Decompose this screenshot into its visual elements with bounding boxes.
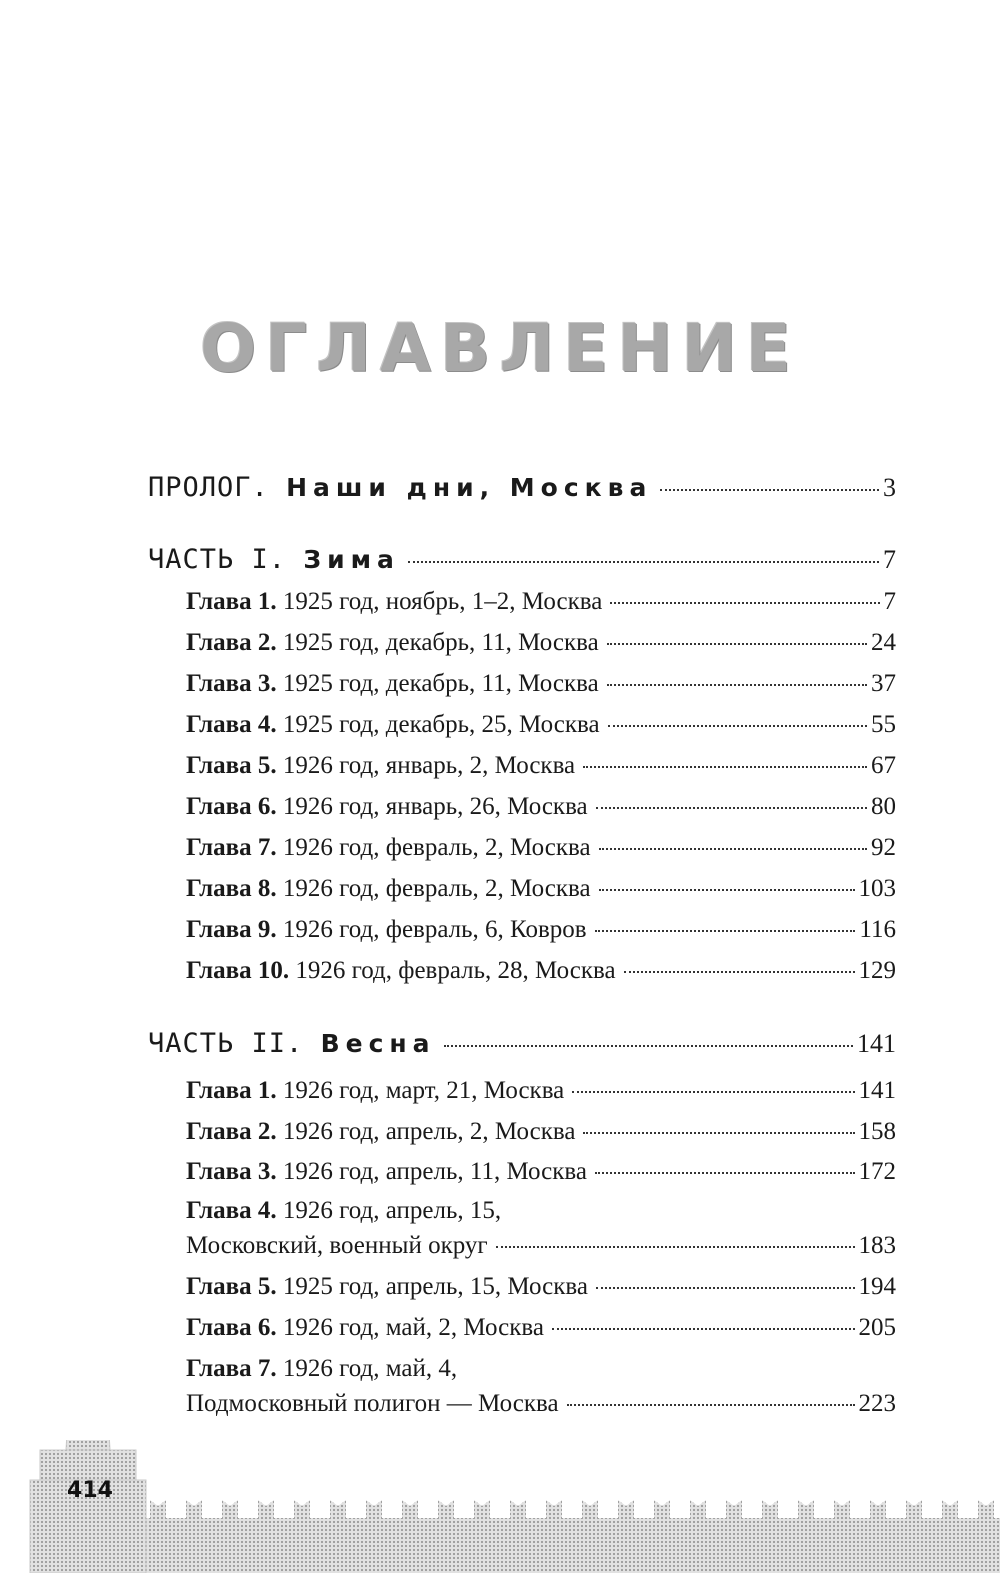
chapter-title: 1926 год, февраль, 2, Москва [282,834,591,861]
toc-entry-chapter[interactable] [186,1077,896,1105]
kremlin-wall-decoration [0,1440,1000,1573]
page-ref: 129 [858,957,896,984]
chapter-label: Глава 3. [186,670,277,697]
toc-entry-chapter[interactable] [186,834,896,862]
chapter-title: 1925 год, апрель, 15, Москва [282,1273,588,1300]
part-label: ЧАСТЬ II. [148,1028,304,1059]
toc-entry-chapter[interactable] [186,711,896,739]
chapter-title: 1926 год, февраль, 28, Москва [295,957,616,984]
chapter-label: Глава 4. [186,1197,277,1224]
dot-leader [595,929,856,932]
chapter-title: 1926 год, январь, 26, Москва [282,793,588,820]
chapter-title: 1926 год, март, 21, Москва [282,1077,565,1104]
dot-leader [595,1171,855,1174]
dot-leader [583,765,867,768]
chapter-label: Глава 6. [186,793,277,820]
page-ref: 223 [858,1390,896,1417]
dot-leader [408,560,879,563]
page-ref: 158 [858,1118,896,1145]
dot-leader [596,806,867,809]
part-title: Весна [320,1029,436,1058]
prologue-label: ПРОЛОГ. [148,472,269,503]
dot-leader [607,683,867,686]
chapter-title: 1926 год, апрель, 15, [282,1197,502,1224]
chapter-label: Глава 1. [186,1077,277,1104]
toc-entry-chapter[interactable] [186,588,896,616]
wall-band [120,1518,1000,1573]
page-ref: 172 [858,1158,896,1185]
chapter-label: Глава 5. [186,752,277,779]
chapter-title: 1926 год, апрель, 11, Москва [282,1158,587,1185]
page-ref: 103 [858,875,896,902]
dot-leader [610,601,879,604]
page-ref: 7 [883,545,896,574]
toc-entry-chapter[interactable] [186,1314,896,1342]
page-ref: 80 [871,793,896,820]
chapter-title: 1925 год, ноябрь, 1–2, Москва [282,588,603,615]
page-title: ОГЛАВЛЕНИЕ [200,310,800,387]
part-title: Зима [303,545,400,574]
page-ref: 141 [858,1077,896,1104]
chapter-label: Глава 8. [186,875,277,902]
toc-entry-chapter[interactable] [186,1118,896,1146]
toc-entry-chapter[interactable] [186,1158,896,1186]
part-label: ЧАСТЬ I. [148,544,287,575]
page-ref: 205 [858,1314,896,1341]
dot-leader [552,1327,855,1330]
wall-merlons [150,1500,994,1518]
page-ref: 194 [858,1273,896,1300]
page-ref: 92 [871,834,896,861]
page-number: 414 [67,1477,113,1503]
chapter-title: 1926 год, апрель, 2, Москва [282,1118,576,1145]
chapter-title: 1925 год, декабрь, 25, Москва [282,711,600,738]
chapter-title: 1926 год, февраль, 6, Ковров [282,916,587,943]
page-ref: 37 [871,670,896,697]
dot-leader [596,1286,855,1289]
toc-entry-chapter[interactable] [186,670,896,698]
dot-leader [624,970,855,973]
page-ref: 24 [871,629,896,656]
chapter-label: Глава 3. [186,1158,277,1185]
chapter-label: Глава 10. [186,957,290,984]
toc-entry-chapter[interactable] [186,1232,896,1260]
page-ref: 141 [857,1029,896,1058]
chapter-title: 1926 год, май, 4, [282,1355,458,1382]
page-ref: 55 [871,711,896,738]
chapter-title: 1926 год, май, 2, Москва [282,1314,544,1341]
chapter-title-line2: Подмосковный полигон — Москва [186,1390,559,1417]
toc-entry-chapter[interactable] [186,957,896,985]
chapter-title-line1 [186,1197,501,1225]
chapter-label: Глава 2. [186,1118,277,1145]
chapter-label: Глава 9. [186,916,277,943]
chapter-label: Глава 2. [186,629,277,656]
toc-entry-part-1[interactable] [148,544,896,575]
dot-leader [444,1044,853,1047]
prologue-title: Наши дни, Москва [286,473,653,502]
dot-leader [660,488,879,491]
chapter-label: Глава 7. [186,1355,277,1382]
page-ref: 183 [858,1232,896,1259]
dot-leader [567,1403,855,1406]
dot-leader [599,888,855,891]
toc-entry-chapter[interactable] [186,1273,896,1301]
chapter-title: 1926 год, январь, 2, Москва [282,752,576,779]
chapter-title: 1926 год, февраль, 2, Москва [282,875,591,902]
chapter-label: Глава 1. [186,588,277,615]
chapter-label: Глава 4. [186,711,277,738]
page-ref: 3 [883,473,896,502]
dot-leader [572,1090,854,1093]
toc-entry-chapter[interactable] [186,793,896,821]
toc-entry-chapter[interactable] [186,629,896,657]
toc-entry-prologue[interactable] [148,472,896,503]
toc-entry-chapter[interactable] [186,1390,896,1418]
chapter-title: 1925 год, декабрь, 11, Москва [282,629,599,656]
chapter-title-line2: Московский, военный округ [186,1232,488,1259]
page-ref: 7 [883,588,896,615]
toc-entry-chapter[interactable] [186,916,896,944]
toc-entry-chapter[interactable] [186,875,896,903]
chapter-title-line1 [186,1355,457,1383]
chapter-label: Глава 6. [186,1314,277,1341]
dot-leader [599,847,867,850]
chapter-label: Глава 7. [186,834,277,861]
dot-leader [496,1245,855,1248]
chapter-title: 1925 год, декабрь, 11, Москва [282,670,599,697]
dot-leader [608,724,867,727]
page-ref: 67 [871,752,896,779]
chapter-label: Глава 5. [186,1273,277,1300]
toc-entry-chapter[interactable] [186,752,896,780]
dot-leader [583,1131,854,1134]
toc-entry-part-2[interactable] [148,1028,896,1059]
dot-leader [607,642,867,645]
page-ref: 116 [859,916,896,943]
